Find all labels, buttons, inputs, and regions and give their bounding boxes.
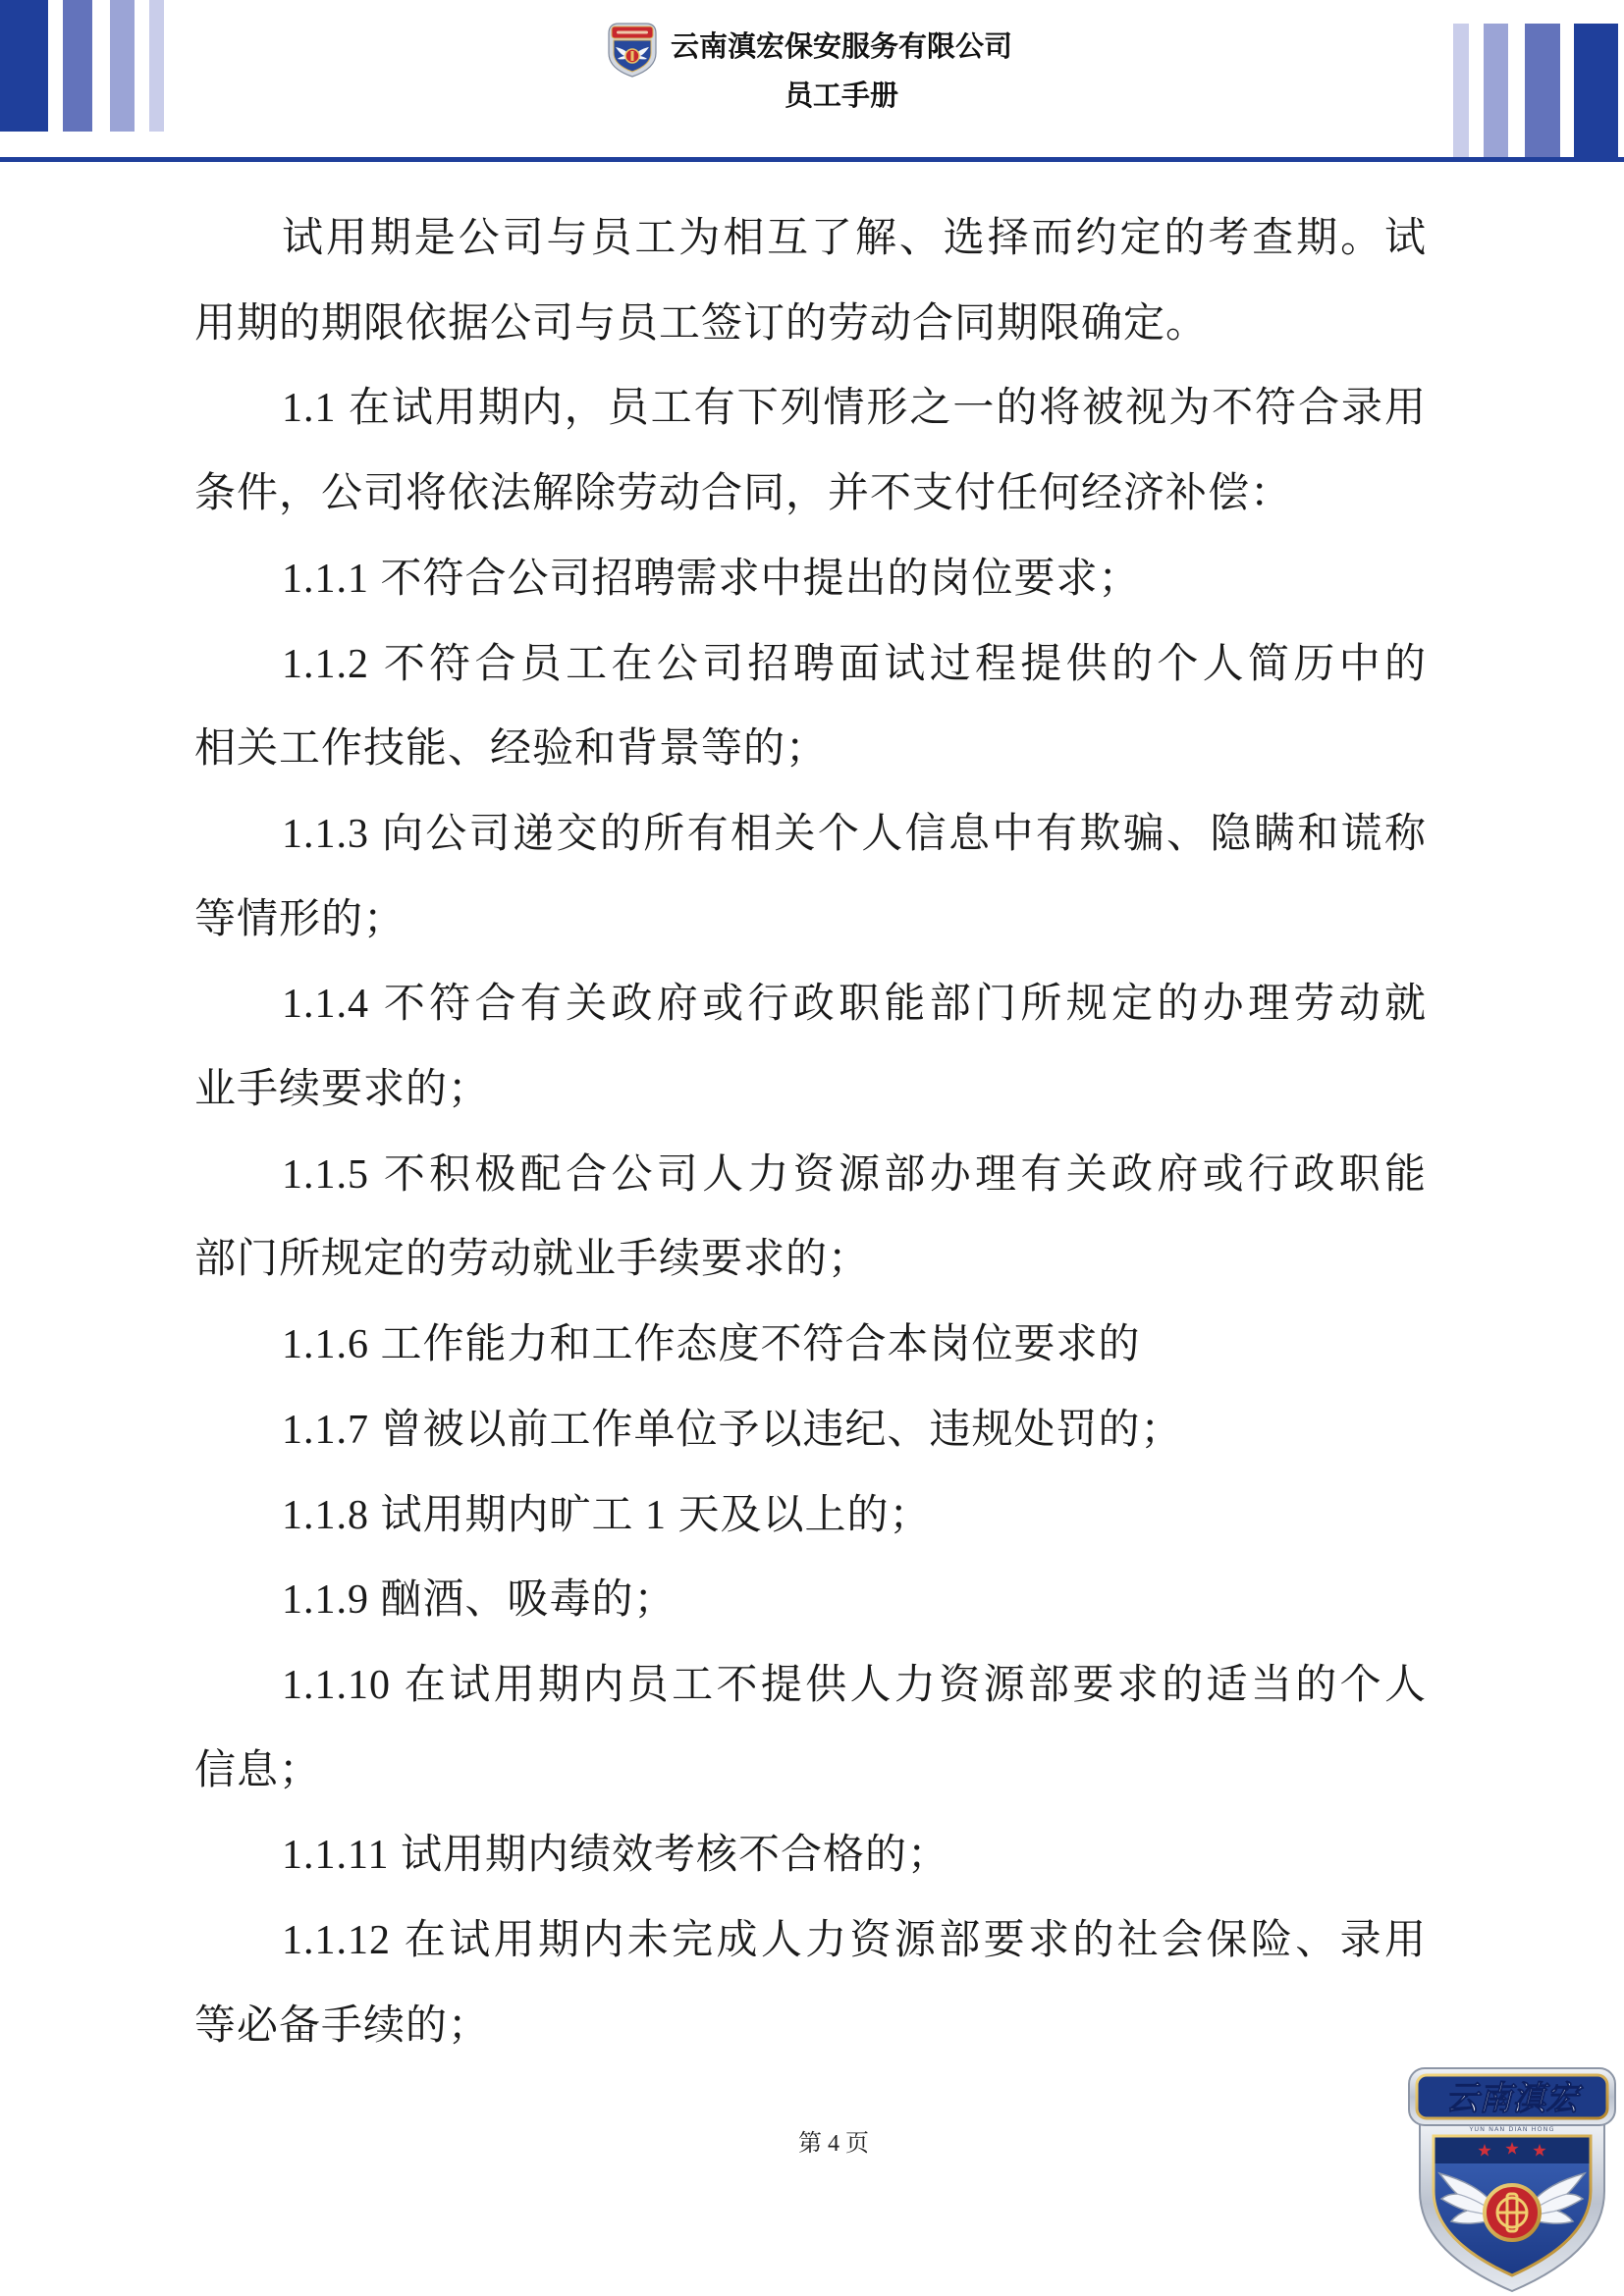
text-line: 1.1.8 试用期内旷工 1 天及以上的； [282,1492,932,1538]
paragraph-1-1-2 [194,622,1427,792]
paragraph-1-1-10 [194,1643,1427,1813]
document-title: 员工手册 [784,80,898,112]
paragraph-1-1 [194,366,1427,536]
paragraph-1-1-8 [194,1473,1427,1559]
text-line: 等情形的； [194,896,406,942]
text-line: 1.1.10 在试用期内员工不提供人力资源部要求的适当的个人 [282,1662,1427,1708]
header-stripe-right-2 [1484,24,1508,157]
page-number: 第 4 页 [798,2131,869,2157]
paragraph-1-1-5 [194,1133,1427,1303]
header-stripe-right-1 [1453,24,1469,157]
text-line: 等必备手续的； [194,2002,491,2049]
header-stripe-left-1 [0,0,48,132]
text-line: 条件，公司将依法解除劳动合同，并不支付任何经济补偿： [194,471,1293,517]
header-stripe-right-4 [1574,24,1618,157]
paragraph-1-1-12 [194,1898,1427,2068]
paragraph-1-1-3 [194,792,1427,962]
paragraph-probation-intro [194,196,1427,366]
paragraph-1-1-1 [194,537,1427,622]
text-line: 1.1 在试用期内，员工有下列情形之一的将被视为不符合录用 [282,386,1427,432]
header-stripe-left-3 [110,0,135,132]
badge-logo-subtext: YUN NAN DIAN HONG [1469,2125,1555,2133]
text-line: 1.1.1 不符合公司招聘需求中提出的岗位要求； [282,556,1141,602]
paragraph-1-1-9 [194,1558,1427,1643]
badge-logo-text: 云南滇宏 [1445,2079,1579,2118]
text-line: 1.1.7 曾被以前工作单位予以违纪、违规处罚的； [282,1407,1183,1453]
header-stripe-left-4 [149,0,164,132]
text-line: 试用期是公司与员工为相互了解、选择而约定的考查期。试 [282,216,1427,261]
header-stripe-left-2 [63,0,92,132]
text-line: 1.1.2 不符合员工在公司招聘面试过程提供的个人简历中的 [282,641,1427,687]
text-line: 1.1.11 试用期内绩效考核不合格的； [282,1833,949,1879]
company-name: 云南滇宏保安服务有限公司 [670,31,1012,63]
text-line: 业手续要求的； [194,1067,491,1113]
paragraph-1-1-4 [194,962,1427,1132]
text-line: 相关工作技能、经验和背景等的； [194,726,829,773]
paragraph-1-1-11 [194,1813,1427,1898]
header-stripe-right-3 [1525,24,1560,157]
text-line: 部门所规定的劳动就业手续要求的； [194,1237,871,1283]
text-line: 1.1.9 酗酒、吸毒的； [282,1577,677,1624]
paragraph-1-1-6 [194,1303,1427,1388]
company-badge-icon [605,20,660,79]
company-logo-badge-icon [1406,2065,1618,2293]
paragraph-1-1-7 [194,1388,1427,1473]
text-line: 1.1.4 不符合有关政府或行政职能部门所规定的办理劳动就 [282,982,1427,1028]
text-line: 1.1.5 不积极配合公司人力资源部办理有关政府或行政职能 [282,1151,1427,1198]
text-line: 信息； [194,1747,322,1793]
text-line: 1.1.12 在试用期内未完成人力资源部要求的社会保险、录用 [282,1918,1427,1964]
header-divider [0,157,1624,162]
text-line: 1.1.6 工作能力和工作态度不符合本岗位要求的 [282,1322,1141,1368]
body-text [194,196,1427,2068]
text-line: 用期的期限依据公司与员工签订的劳动合同期限确定。 [194,300,1209,347]
text-line: 1.1.3 向公司递交的所有相关个人信息中有欺骗、隐瞒和谎称 [282,811,1427,857]
